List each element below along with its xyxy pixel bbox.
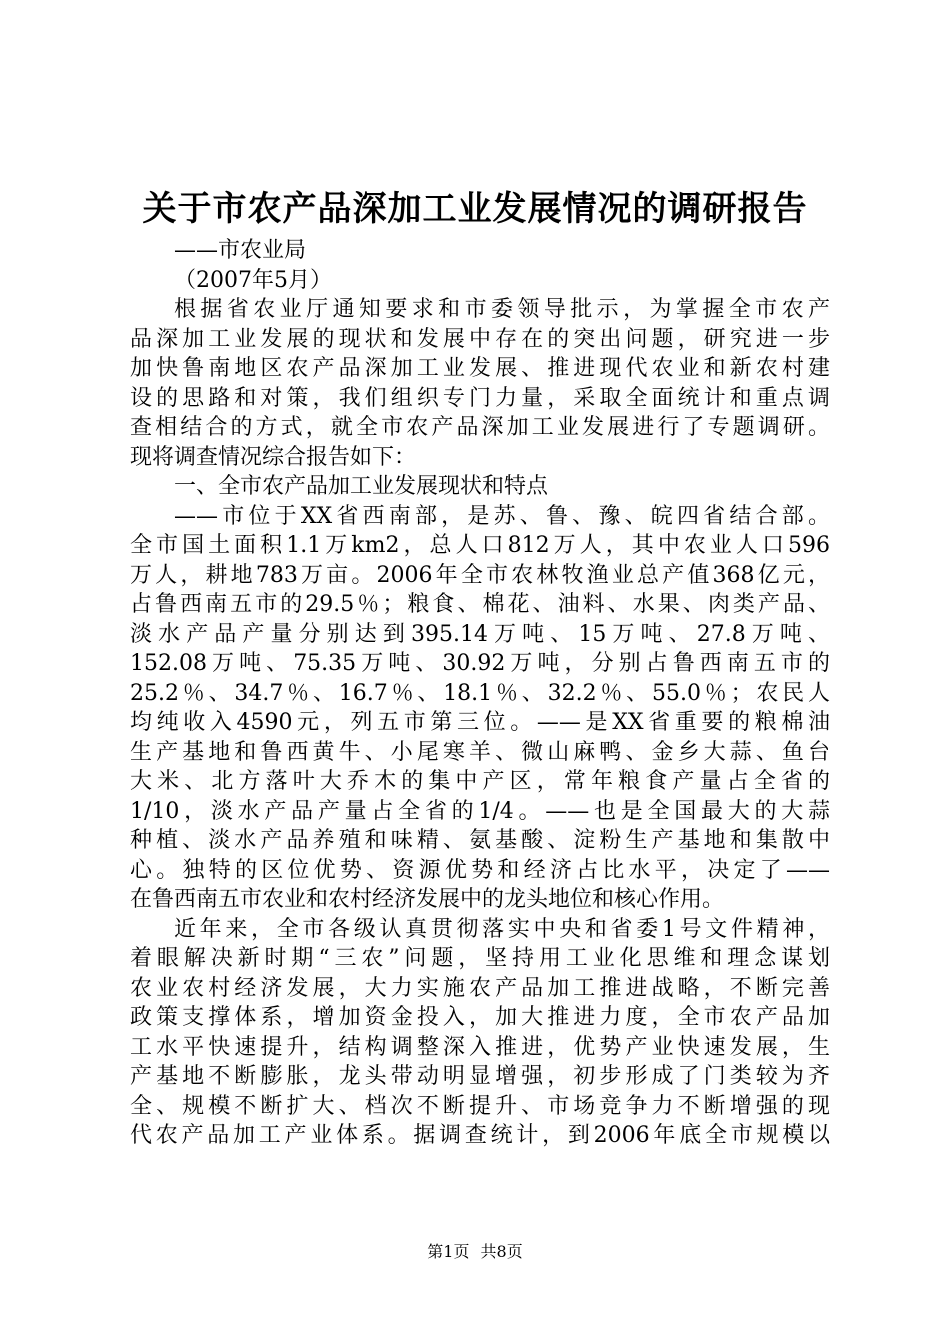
body-line: 152.08万吨、75.35万吨、30.92万吨，分别占鲁西南五市的 — [130, 651, 830, 676]
body-line: 25.2％、34.7％、16.7％、18.1％、32.2％、55.0％；农民人 — [130, 680, 830, 706]
body-line: 农业农村经济发展，大力实施农产品加工推进战略，不断完善 — [130, 975, 830, 1001]
author-line: ——市农业局 — [174, 238, 307, 263]
page-footer — [0, 1241, 950, 1263]
body-line: 淡水产品产量分别达到395.14万吨、15万吨、27.8万吨、 — [130, 621, 830, 647]
body-line: 近年来，全市各级认真贯彻落实中央和省委1号文件精神， — [174, 916, 830, 942]
body-line: 工水平快速提升，结构调整深入推进，优势产业快速发展，生 — [130, 1034, 830, 1060]
body-line: 现将调查情况综合报告如下： — [130, 444, 417, 470]
date-line: （2007年5月） — [174, 267, 332, 293]
page-number: 第1页 — [427, 1242, 470, 1261]
body-line: 查相结合的方式，就全市农产品深加工业发展进行了专题调研。 — [130, 415, 830, 440]
body-line: 产基地不断膨胀，龙头带动明显增强，初步形成了门类较为齐 — [130, 1064, 830, 1089]
body-line: 大米、北方落叶大乔木的集中产区，常年粮食产量占全省的 — [130, 769, 830, 794]
body-line: 设的思路和对策，我们组织专门力量，采取全面统计和重点调 — [130, 385, 830, 411]
section-heading: 一、全市农产品加工业发展现状和特点 — [174, 474, 549, 499]
body-line: 种植、淡水产品养殖和味精、氨基酸、淀粉生产基地和集散中 — [130, 828, 830, 853]
body-line: 加快鲁南地区农产品深加工业发展、推进现代农业和新农村建 — [130, 356, 830, 381]
body-line: 万人，耕地783万亩。2006年全市农林牧渔业总产值368亿元， — [130, 562, 830, 588]
body-line: 1/10，淡水产品产量占全省的1/4。——也是全国最大的大蒜 — [130, 798, 830, 824]
body-line: 生产基地和鲁西黄牛、小尾寒羊、微山麻鸭、金乡大蒜、鱼台 — [130, 739, 830, 765]
body-line: 全市国土面积1.1万km2，总人口812万人，其中农业人口596 — [130, 533, 830, 558]
body-line: 根据省农业厅通知要求和市委领导批示，为掌握全市农产 — [174, 297, 830, 322]
body-line: 政策支撑体系，增加资金投入，加大推进力度，全市农产品加 — [130, 1005, 830, 1030]
body-line: 代农产品加工产业体系。据调查统计，到2006年底全市规模以 — [130, 1123, 830, 1148]
body-line: 在鲁西南五市农业和农村经济发展中的龙头地位和核心作用。 — [130, 887, 725, 912]
body-line: 占鲁西南五市的29.5％；粮食、棉花、油料、水果、肉类产品、 — [130, 592, 830, 617]
body-line: ——市位于XX省西南部，是苏、鲁、豫、皖四省结合部。 — [174, 503, 830, 529]
page-total: 共8页 — [480, 1242, 523, 1261]
body-line: 品深加工业发展的现状和发展中存在的突出问题，研究进一步 — [130, 326, 830, 352]
document-title: 关于市农产品深加工业发展情况的调研报告 — [142, 189, 808, 229]
body-line: 心。独特的区位优势、资源优势和经济占比水平，决定了—— — [130, 857, 830, 883]
body-line: 着眼解决新时期“三农”问题，坚持用工业化思维和理念谋划 — [130, 946, 830, 971]
document-body — [130, 236, 830, 1151]
body-line: 均纯收入4590元，列五市第三位。——是XX省重要的粮棉油 — [130, 710, 830, 735]
body-line: 全、规模不断扩大、档次不断提升、市场竞争力不断增强的现 — [130, 1093, 830, 1119]
